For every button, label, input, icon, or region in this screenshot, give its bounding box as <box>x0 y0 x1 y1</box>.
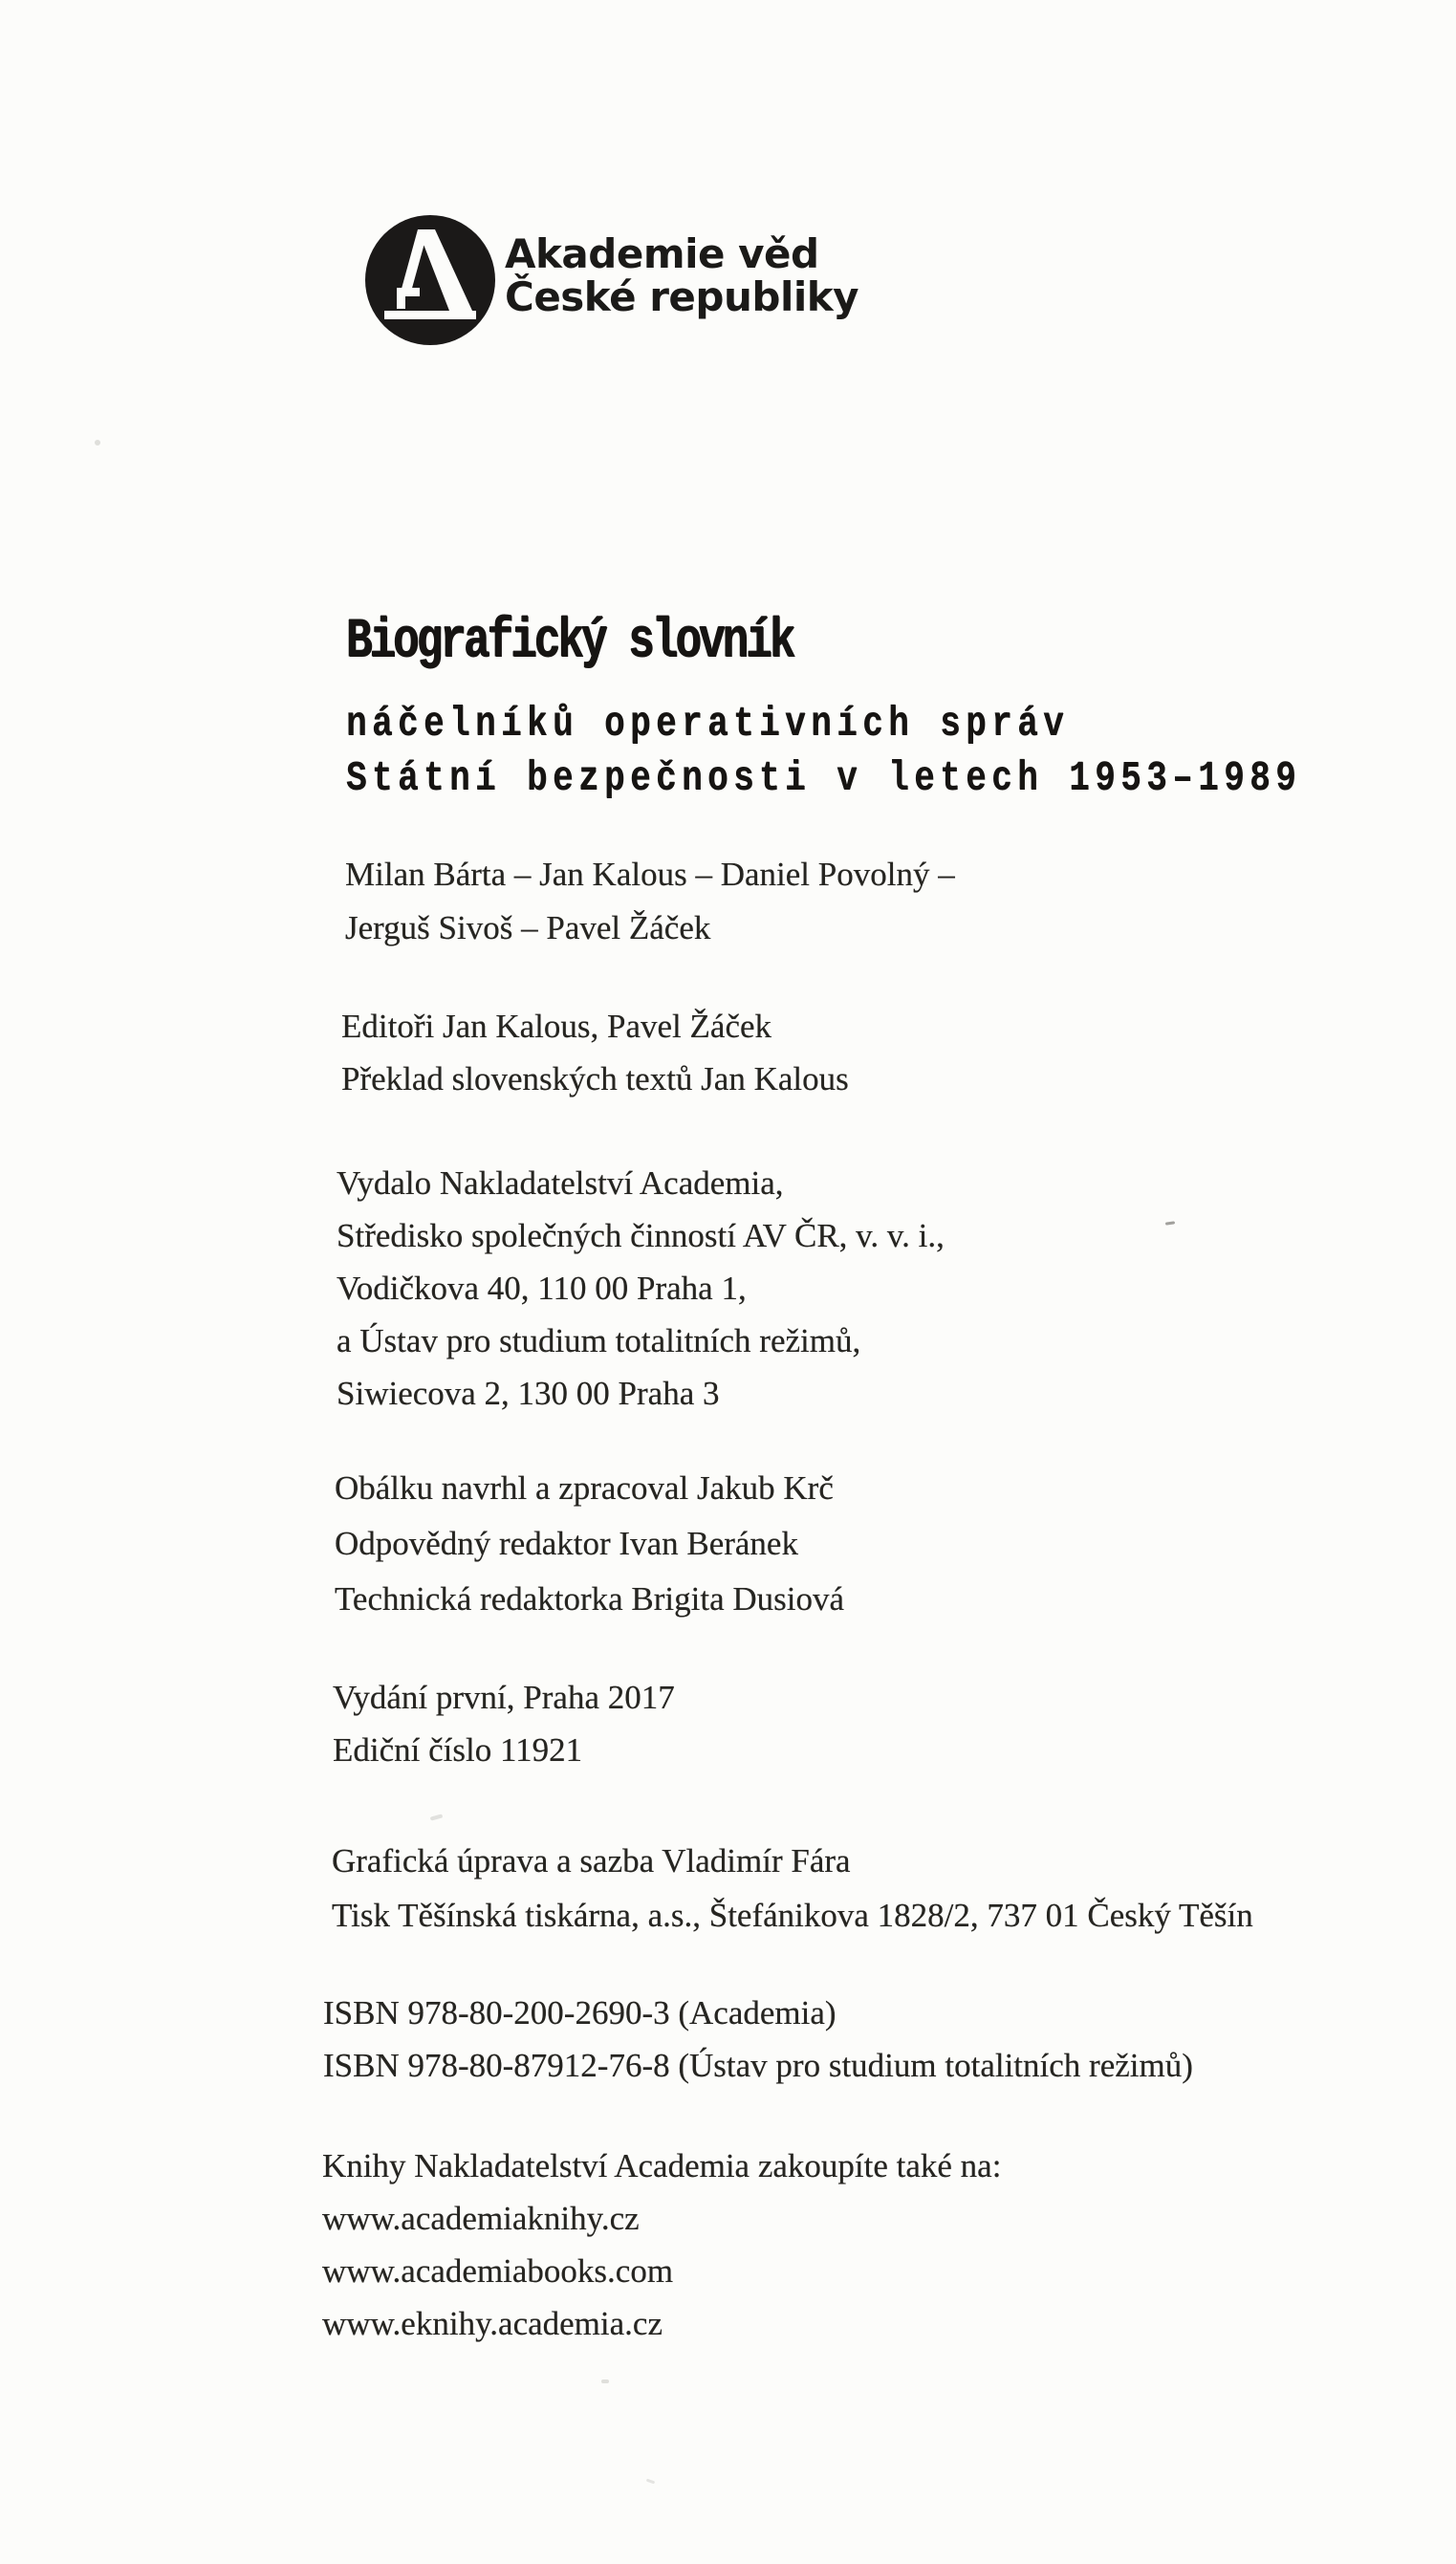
imprint-line: Středisko společných činností AV ČR, v. v. i., <box>337 1217 945 1254</box>
scan-speck <box>430 1814 444 1820</box>
production-credits-block <box>335 1461 844 1627</box>
imprint-line: a Ústav pro studium totalitních režimů, <box>337 1322 861 1359</box>
scan-speck <box>601 2379 609 2383</box>
edition-block <box>333 1671 675 1776</box>
editors-line: Editoři Jan Kalous, Pavel Žáček <box>341 1008 772 1045</box>
book-subtitle-line2: Státní bezpečnosti v letech 1953–1989 <box>346 753 1302 802</box>
scan-speck <box>1165 1221 1175 1225</box>
typesetting-line: Grafická úprava a sazba Vladimír Fára <box>332 1842 851 1880</box>
printer-line: Tisk Těšínská tiskárna, a.s., Štefánikova 1828/2, 737 01 Český Těšín <box>332 1897 1253 1934</box>
editors-block <box>341 1000 849 1105</box>
authors-line: Jerguš Sivoš – Pavel Žáček <box>345 909 711 946</box>
edition-number-line: Ediční číslo 11921 <box>333 1731 583 1769</box>
publisher-logo-text <box>505 232 858 318</box>
purchase-url: www.eknihy.academia.cz <box>322 2305 663 2342</box>
publisher-imprint-block <box>337 1157 945 1420</box>
purchase-url: www.academiaknihy.cz <box>322 2200 640 2237</box>
responsible-editor-line: Odpovědný redaktor Ivan Beránek <box>335 1525 798 1562</box>
scan-speck <box>95 440 100 445</box>
edition-line: Vydání první, Praha 2017 <box>333 1679 675 1716</box>
book-title: Biografický slovník <box>346 609 793 673</box>
technical-editor-line: Technická redaktorka Brigita Dusiová <box>335 1580 845 1618</box>
imprint-line: Vodičkova 40, 110 00 Praha 1, <box>337 1270 747 1307</box>
translation-line: Překlad slovenských textů Jan Kalous <box>341 1060 849 1097</box>
scan-speck <box>646 2479 655 2485</box>
logo-text-line1: Akademie věd <box>505 230 819 277</box>
printing-block <box>332 1834 1253 1943</box>
authors-line: Milan Bárta – Jan Kalous – Daniel Povolný – <box>345 856 955 893</box>
cover-designer-line: Obálku navrhl a zpracoval Jakub Krč <box>335 1469 834 1507</box>
imprint-line: Siwiecova 2, 130 00 Praha 3 <box>337 1375 720 1412</box>
isbn-block <box>323 1987 1193 2092</box>
purchase-intro-line: Knihy Nakladatelství Academia zakoupíte také na: <box>322 2147 1002 2184</box>
logo-text-line2: České republiky <box>505 273 859 320</box>
purchase-info-block <box>322 2140 1001 2350</box>
isbn-line: ISBN 978-80-200-2690-3 (Academia) <box>323 1994 837 2032</box>
isbn-line: ISBN 978-80-87912-76-8 (Ústav pro studium totalitních režimů) <box>323 2047 1193 2084</box>
authors-block <box>345 848 955 955</box>
imprint-line: Vydalo Nakladatelství Academia, <box>337 1164 784 1202</box>
purchase-url: www.academiabooks.com <box>322 2252 674 2290</box>
book-subtitle-line1: náčelníků operativních správ <box>346 699 1070 748</box>
academy-of-sciences-logo-icon <box>365 215 495 345</box>
